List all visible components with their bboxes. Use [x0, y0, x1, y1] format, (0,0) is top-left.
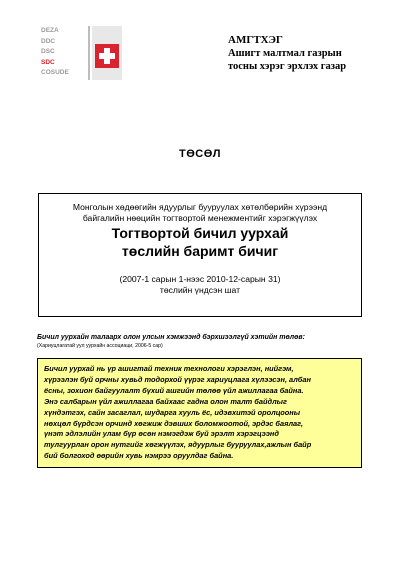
logo-wordmark [40, 26, 90, 80]
project-phase: төслийн үндсэн шат [159, 284, 241, 295]
org-line: Ашигт малтмал газрын [228, 48, 342, 59]
quote-line: үнэт эдлэлийн улам бүр өсөн нэмэгдэж буй эрэлт хэрэгцээнд [44, 429, 279, 439]
title-box [38, 193, 362, 317]
quote-line: бий болгоход өөрийн хувь нэмрээ оруулдаг байна. [44, 451, 234, 461]
org-line: тосны хэрэг эрхлэх газар [228, 61, 347, 72]
logo-divider [88, 26, 90, 80]
quote-box [37, 358, 362, 468]
organization-header [228, 34, 378, 73]
project-period: (2007-1 сарын 1-нээс 2010-12-сарын 31) [119, 274, 281, 284]
document-title: Тогтвортой бичил уурхай [111, 225, 289, 241]
logo-line: SDC [41, 58, 55, 66]
quote-line: нөхцөл бүрдсэн орчинд хөгжиж дэвших боломжоотой, эрдэс баялаг, [44, 418, 304, 428]
quote-line: ёсны, зохион байгуулалт бүхий ашгийн төлөө үйл ажиллагаа байна. [44, 385, 304, 395]
quote-line: хүрээлэн буй орчны хувьд тодорхой үүрэг хариуцлага хүлээсэн, албан [44, 374, 311, 384]
quote-line: Бичил уурхай нь үр ашигтай техник технологи хэрэглэн, нийгэм, [44, 364, 294, 373]
title-subtitle: байгалийн нөөцийн тогтвортой менежментийг хэрэгжүүлэх [82, 212, 318, 223]
logo-line: DSC [41, 48, 55, 55]
quote-source: (Хариуцлагатай уул уурхайн ассоциаци, 2006-5 сар) [37, 343, 163, 349]
quote-line: Энэ салбарын үйл ажиллагаа байхаас гадна олон талт байдлыг [44, 396, 287, 406]
document-title: төслийн баримт бичиг [121, 243, 279, 259]
swiss-cross-icon [92, 26, 122, 80]
sdc-logo [40, 26, 122, 80]
quote-label: Бичил уурхайн талаарх олон улсын хэмжээнд бэрхшээлгүй хэтийн төлөв: [37, 334, 305, 341]
org-name: АМГТХЭГ [228, 34, 283, 46]
quote-line: тулгуурлан орон нутгийг хөгжүүлэх, ядуурлыг бууруулах,ажлын байр [44, 440, 312, 450]
document-type: ТӨСӨЛ [179, 148, 221, 160]
logo-line: COSUDE [41, 69, 69, 76]
quote-line: хүндэтгэх, сайн засаглал, шударга хууль ёс, идэвхитэй оролцооны [44, 407, 301, 417]
title-subtitle: Монголын хөдөөгийн ядуурлыг бууруулах хөтөлбөрийн хүрээнд [72, 202, 328, 212]
logo-line: DEZA [41, 27, 59, 34]
logo-line: DDC [41, 37, 56, 45]
